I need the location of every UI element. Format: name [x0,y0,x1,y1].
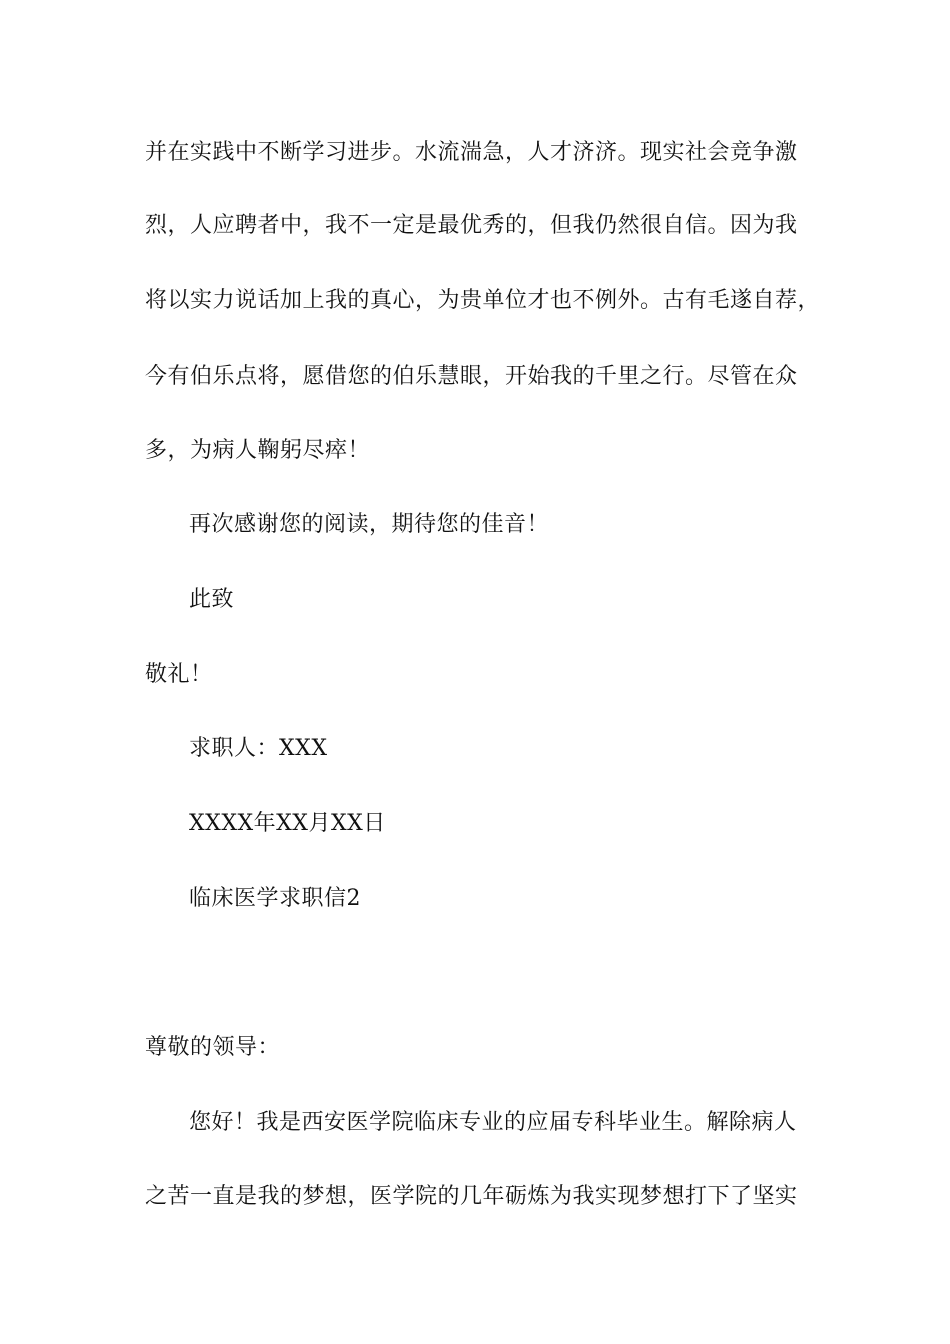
salutation-closing: 此致 [189,587,235,612]
paragraph-line: 并在实践中不断学习进步。水流湍急，人才济济。现实社会竞争激 [145,140,798,165]
paragraph-line: 您好！我是西安医学院临床专业的应届专科毕业生。解除病人 [189,1110,797,1135]
letter-title: 临床医学求职信2 [189,886,361,911]
letter-greeting: 尊敬的领导： [145,1035,281,1060]
paragraph-line: 今有伯乐点将，愿借您的伯乐慧眼，开始我的千里之行。尽管在众 [145,364,798,389]
closing-thanks-line: 再次感谢您的阅读，期待您的佳音！ [189,512,550,537]
paragraph-line: 之苦一直是我的梦想，医学院的几年砺炼为我实现梦想打下了坚实 [145,1184,798,1209]
paragraph-line: 多，为病人鞠躬尽瘁！ [145,438,371,463]
salutation-regards: 敬礼！ [145,662,213,687]
paragraph-line: 烈，人应聘者中，我不一定是最优秀的，但我仍然很自信。因为我 [145,213,798,238]
applicant-signature: 求职人：XXX [189,736,328,761]
letter-date: XXXX年XX月XX日 [189,811,386,836]
paragraph-line: 将以实力说话加上我的真心，为贵单位才也不例外。古有毛遂自荐， [145,288,821,313]
